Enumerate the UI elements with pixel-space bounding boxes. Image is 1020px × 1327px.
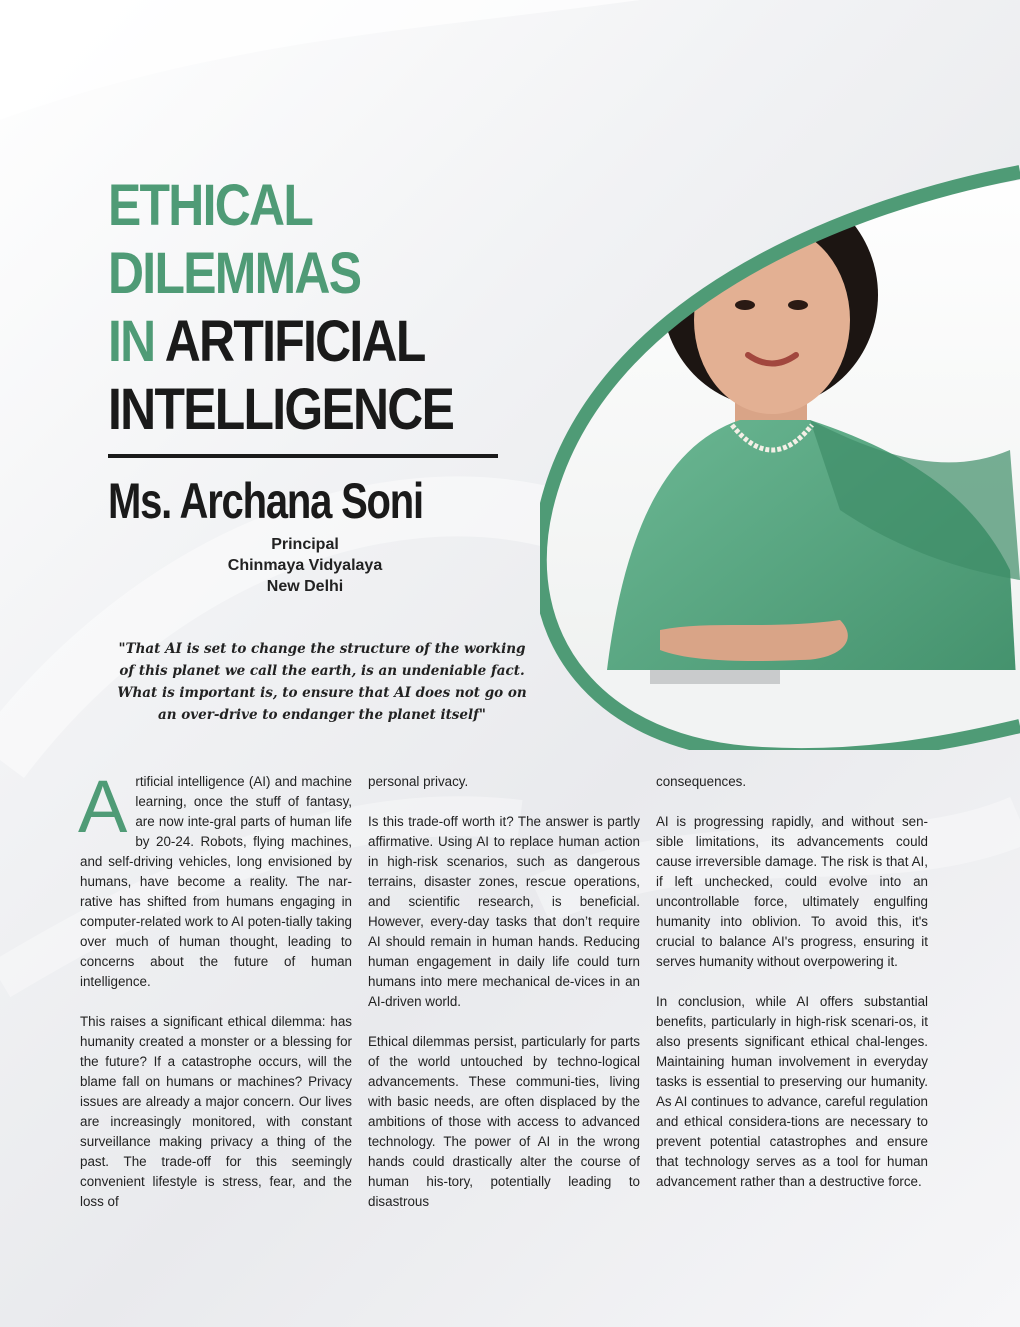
- title-line: [108, 240, 453, 308]
- paragraph: personal privacy.: [368, 774, 469, 789]
- title-line: [108, 172, 453, 240]
- article-column-3: [656, 772, 928, 1212]
- article-column-2: [368, 772, 640, 1232]
- paragraph: consequences.: [656, 774, 747, 789]
- paragraph: Ethical dilemmas persist, particularly for parts of the world untouched by techno-logical advancements. These communi-ties, living with basic needs, are often displaced by the ambitions of those with access to advanced technology. The power of AI in the wrong hands could drastically alter the course of human his-tory, potentially leading to disastrous: [368, 1034, 640, 1209]
- paragraph-text: rtificial intelligence (AI) and machine learning, once the stuff of fantasy, are now inte-gral parts of human life by 20-24. Robots, flying machines, and self-driving vehicles, long envisioned by humans, have become a reality. The nar-rative has shifted from humans engaging in computer-related work to AI poten-tially taking over much of human thought, leading to concerns about the future of human intelligence.: [80, 774, 352, 989]
- author-details: [150, 534, 460, 597]
- title-line: [108, 308, 453, 376]
- pull-quote: "That AI is set to change the structure of the working of this planet we call the earth, is an undeniable fact. What is important is, to ensure that AI does not go on an over-drive to endanger the planet itself": [117, 641, 527, 723]
- paragraph: This raises a significant ethical dilemma: has humanity created a monster or a blessing for the future? If a catastrophe occurs, will the blame fall on humans or machines? Privacy issues are already a major concern. Our lives are increasingly monitored, with constant surveillance making privacy a thing of the past. The trade-off for this seemingly convenient lifestyle is stress, fear, and the loss of: [80, 1014, 352, 1209]
- drop-cap: A: [78, 765, 128, 848]
- author-role: Principal: [271, 536, 339, 553]
- article-column-1: [78, 765, 352, 1232]
- title-line: [108, 376, 453, 444]
- paragraph: In conclusion, while AI offers substantial benefits, particularly in high-risk scenari-os, it also presents significant ethical chal-lenges. Maintaining human involvement in everyday tasks is essential to preserving our humanity. As AI continues to advance, careful regulation and ethical considera-tions are necessary to prevent potential catastrophes and ensure that technology serves as a tool for human advancement rather than a destructive force.: [656, 994, 928, 1189]
- title-word: IN: [108, 309, 165, 374]
- paragraph: Is this trade-off worth it? The answer is partly affirmative. Using AI to replace human action in high-risk scenarios, such as dangerous terrains, disaster zones, rescue operations, and scientific research, is beneficial. However, every-day tasks that don’t require AI should remain in human hands. Reducing human engagement in daily life could turn humans into mere mechanical de-vices in an AI-driven world.: [368, 814, 640, 1009]
- paragraph: AI is progressing rapidly, and without sen-sible limitations, its advancements could cause irreversible damage. The risk is that AI, if left unchecked, could evolve into an uncontrollable force, ultimately engulfing humanity into oblivion. To avoid this, it's crucial to balance AI's progress, ensuring it serves humanity without overpowering it.: [656, 814, 928, 969]
- title-word: INTELLIGENCE: [108, 377, 454, 442]
- author-name: Ms. Archana Soni: [108, 473, 423, 529]
- title-word: ARTIFICIAL: [164, 309, 425, 374]
- title-divider: [108, 454, 498, 458]
- title-word: DILEMMAS: [108, 241, 361, 306]
- title-word: ETHICAL: [108, 173, 313, 238]
- article-title: [108, 172, 453, 444]
- author-photo-frame: [540, 150, 1020, 750]
- author-city: New Delhi: [266, 578, 344, 595]
- paragraph: [78, 765, 352, 992]
- author-school: Chinmaya Vidyalaya: [227, 557, 383, 574]
